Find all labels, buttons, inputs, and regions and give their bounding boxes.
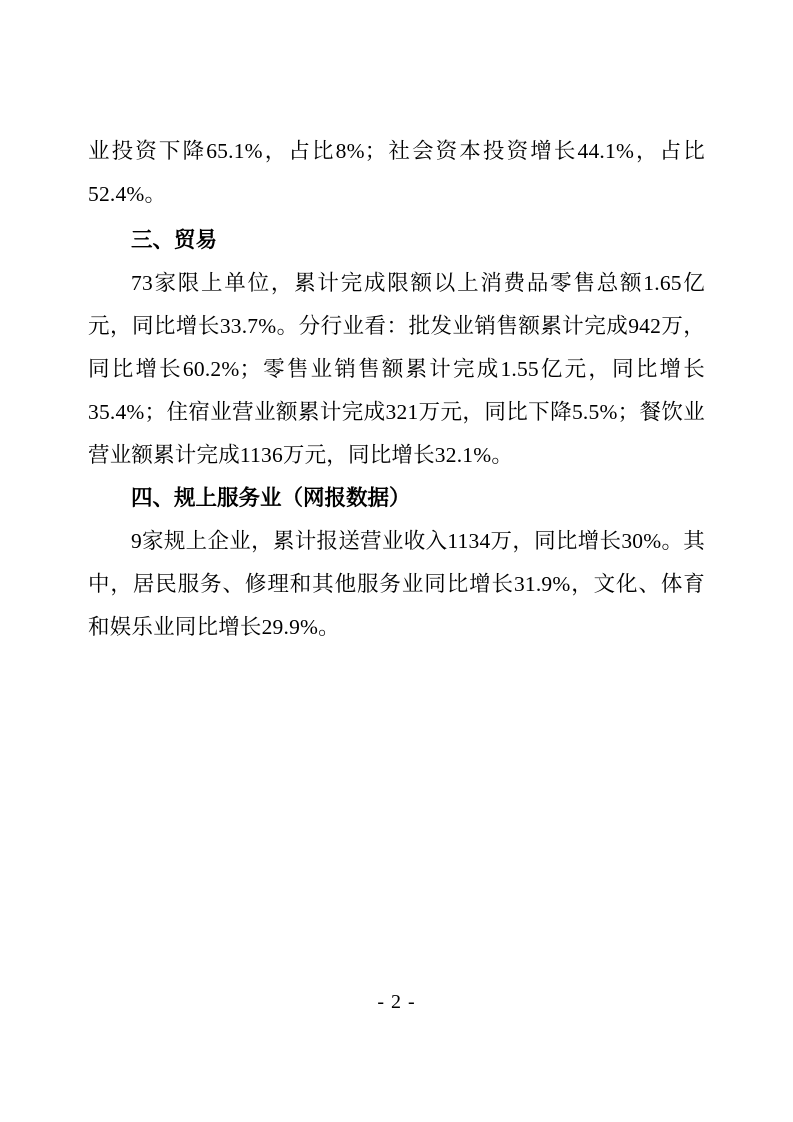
heading-regulated-services: 四、规上服务业（网报数据）	[131, 486, 411, 510]
heading-trade: 三、贸易	[131, 228, 218, 252]
paragraph-investment-continued: 业投资下降65.1%，占比8%；社会资本投资增长44.1%，占比52.4%。	[88, 139, 705, 206]
page-number: - 2 -	[377, 991, 416, 1013]
paragraph-regulated-services: 9家规上企业，累计报送营业收入1134万，同比增长30%。其中，居民服务、修理和其他服务业同比增长31.9%，文化、体育和娱乐业同比增长29.9%。	[88, 529, 705, 639]
paragraph-trade: 73家限上单位，累计完成限额以上消费品零售总额1.65亿元，同比增长33.7%。分行业看：批发业销售额累计完成942万，同比增长60.2%；零售业销售额累计完成1.55亿元，同比增长35.4%；住宿业营业额累计完成321万元，同比下降5.5%；餐饮业营业额累计完成1136万元，同比增长32.1%。	[88, 271, 705, 467]
